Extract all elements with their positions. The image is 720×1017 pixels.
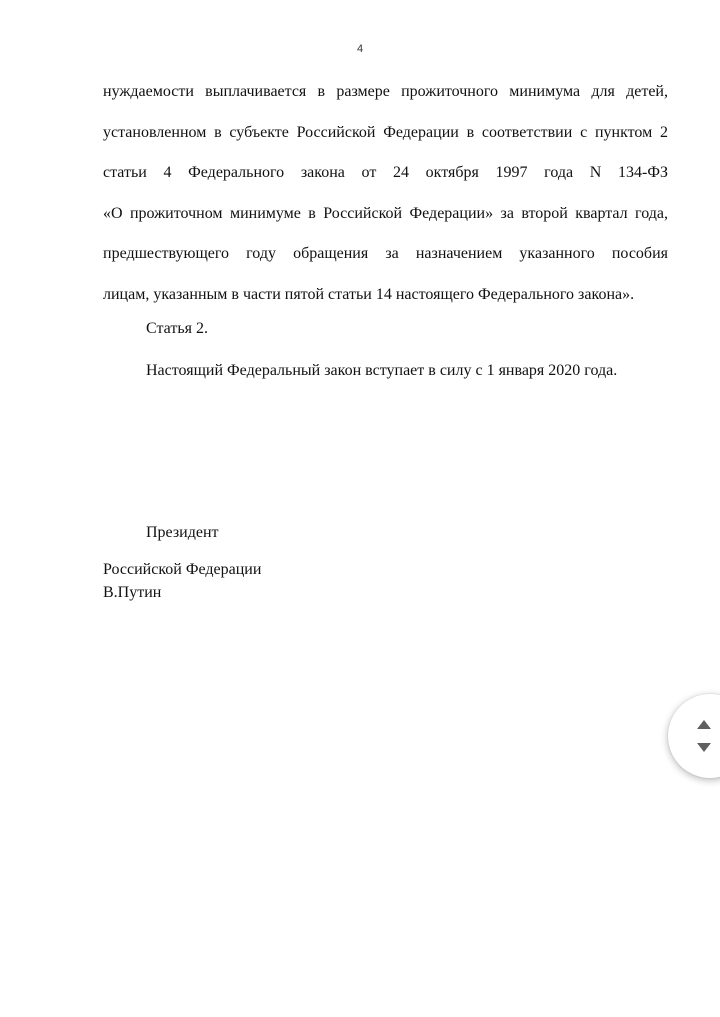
scroll-down-button[interactable] [696,740,712,752]
triangle-down-icon [696,741,712,753]
article-text: Настоящий Федеральный закон вступает в силу с 1 января 2020 года. [146,362,618,379]
scroll-up-button[interactable] [696,718,712,730]
body-line: «О прожиточном минимуме в Российской Федерации» за второй квартал года, [103,204,668,222]
body-paragraph [103,72,668,315]
signature-organization: Российской Федерации [103,561,262,578]
body-line: лицам, указанным в части пятой статьи 14 настоящего Федерального закона». [103,285,635,303]
page-number: 4 [356,43,364,55]
triangle-up-icon [696,719,712,731]
signature-name: В.Путин [103,584,162,601]
body-line: установленном в субъекте Российской Федерации в соответствии с пунктом 2 [103,123,668,141]
body-line: статьи 4 Федерального закона от 24 октября 1997 года N 134-ФЗ [103,164,668,181]
article-title: Статья 2. [146,320,208,337]
page-scroll-control [668,694,720,778]
signature-title: Президент [146,524,219,541]
body-line: нуждаемости выплачивается в размере прожиточного минимума для детей, [103,83,668,100]
body-line: предшествующего году обращения за назначением указанного пособия [103,245,668,262]
